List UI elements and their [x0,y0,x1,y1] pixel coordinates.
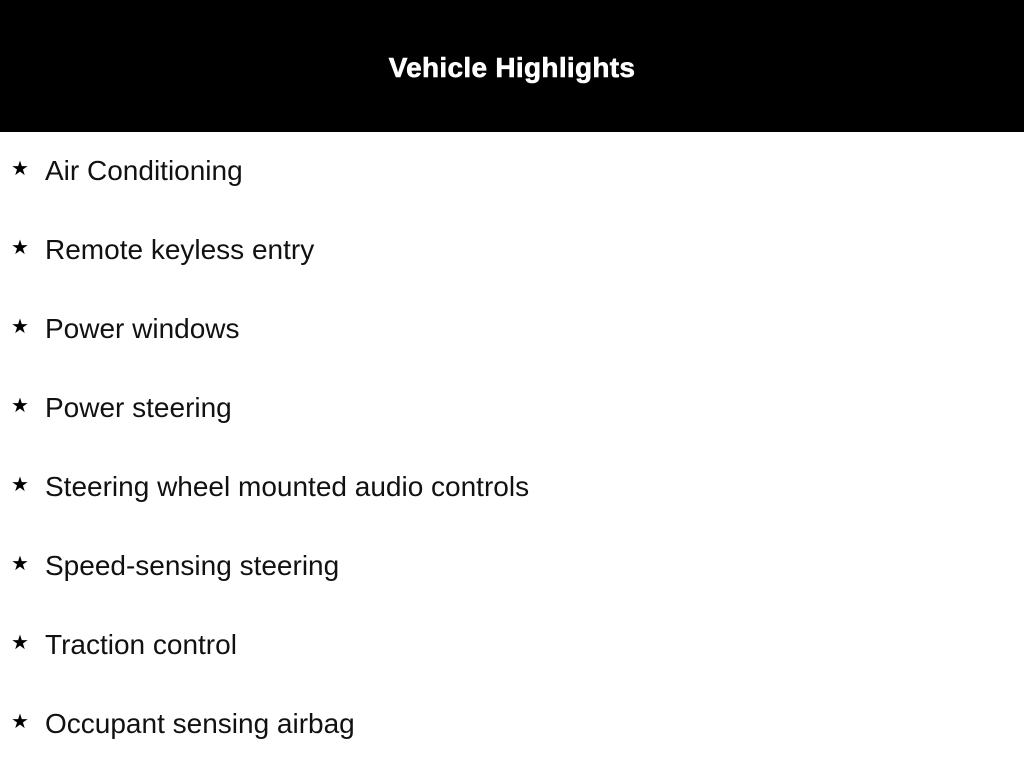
list-item [0,685,1024,739]
star-icon: ★ [11,156,29,180]
star-icon: ★ [11,314,29,338]
star-icon: ★ [11,235,29,259]
list-item [0,606,1024,660]
list-item [0,527,1024,581]
page-title: Vehicle Highlights [388,52,636,83]
header-banner [0,0,1024,132]
list-item [0,369,1024,423]
star-icon: ★ [11,630,29,654]
highlight-label: Power windows [45,313,240,344]
star-icon: ★ [11,551,29,575]
highlight-label: Steering wheel mounted audio controls [45,471,530,502]
star-icon: ★ [11,393,29,417]
list-item [0,448,1024,502]
highlight-label: Occupant sensing airbag [45,708,355,739]
star-icon: ★ [11,472,29,496]
list-item [0,211,1024,265]
list-item [0,290,1024,344]
highlight-label: Traction control [45,629,237,660]
highlight-label: Air Conditioning [45,155,243,186]
highlight-label: Remote keyless entry [45,234,315,265]
list-item [0,132,1024,186]
highlight-label: Power steering [45,392,232,423]
star-icon: ★ [11,709,29,733]
highlight-label: Speed-sensing steering [45,550,340,581]
